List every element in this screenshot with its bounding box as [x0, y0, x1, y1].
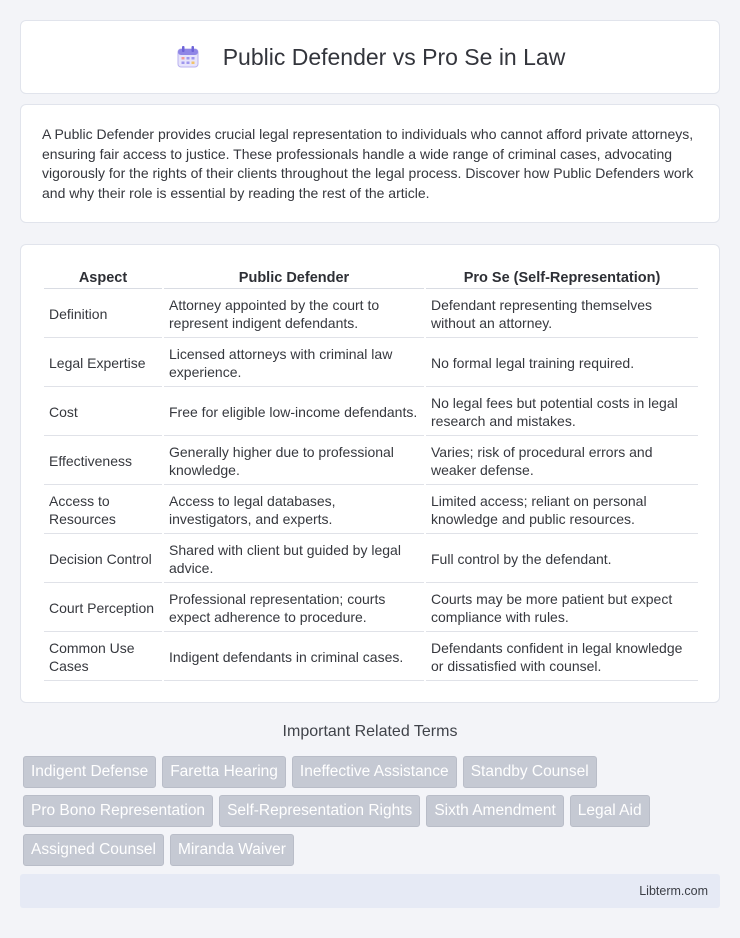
- row-public-defender: Free for eligible low-income defendants.: [164, 389, 424, 436]
- related-terms-list: [23, 756, 723, 873]
- related-term-tag[interactable]: Sixth Amendment: [426, 795, 563, 827]
- row-pro-se: No formal legal training required.: [426, 340, 698, 387]
- row-aspect: Common Use Cases: [44, 634, 162, 681]
- table-row: [44, 536, 698, 583]
- table-row: [44, 291, 698, 338]
- intro-paragraph: A Public Defender provides crucial legal representation to individuals who cannot afford private attorneys, ensuring fair access to justice. These professionals handle a wide range of criminal cases, advocating vigorously for the rights of their clients throughout the legal process. Discover how Public Defenders work and why their role is essential by reading the rest of the article.: [42, 126, 694, 201]
- header-card: [20, 20, 720, 94]
- footer: [20, 874, 720, 908]
- related-term-tag[interactable]: Ineffective Assistance: [292, 756, 457, 788]
- table-row: [44, 340, 698, 387]
- row-pro-se: Defendants confident in legal knowledge or dissatisfied with counsel.: [426, 634, 698, 681]
- row-public-defender: Indigent defendants in criminal cases.: [164, 634, 424, 681]
- row-aspect: Effectiveness: [44, 438, 162, 485]
- table-row: [44, 389, 698, 436]
- row-public-defender: Professional representation; courts expect adherence to procedure.: [164, 585, 424, 632]
- footer-site-link[interactable]: Libterm.com: [639, 884, 708, 898]
- row-pro-se: Defendant representing themselves without an attorney.: [426, 291, 698, 338]
- related-term-tag[interactable]: Assigned Counsel: [23, 834, 164, 866]
- related-terms-title: Important Related Terms: [282, 723, 458, 740]
- comparison-table-card: [20, 244, 720, 703]
- row-pro-se: Full control by the defendant.: [426, 536, 698, 583]
- table-header-row: [44, 265, 698, 289]
- row-public-defender: Generally higher due to professional knowledge.: [164, 438, 424, 485]
- row-aspect: Court Perception: [44, 585, 162, 632]
- table-row: [44, 585, 698, 632]
- intro-card: [20, 104, 720, 223]
- row-aspect: Decision Control: [44, 536, 162, 583]
- header-public-defender: Public Defender: [164, 265, 424, 289]
- header-aspect: Aspect: [44, 265, 162, 289]
- table-row: [44, 487, 698, 534]
- related-term-tag[interactable]: Pro Bono Representation: [23, 795, 213, 827]
- row-pro-se: Limited access; reliant on personal knowledge and public resources.: [426, 487, 698, 534]
- row-public-defender: Licensed attorneys with criminal law experience.: [164, 340, 424, 387]
- row-public-defender: Access to legal databases, investigators, and experts.: [164, 487, 424, 534]
- header-pro-se: Pro Se (Self-Representation): [426, 265, 698, 289]
- related-term-tag[interactable]: Self-Representation Rights: [219, 795, 420, 827]
- row-pro-se: Varies; risk of procedural errors and weaker defense.: [426, 438, 698, 485]
- row-aspect: Legal Expertise: [44, 340, 162, 387]
- page-title: Public Defender vs Pro Se in Law: [222, 43, 566, 70]
- row-aspect: Definition: [44, 291, 162, 338]
- row-aspect: Access to Resources: [44, 487, 162, 534]
- related-term-tag[interactable]: Miranda Waiver: [170, 834, 294, 866]
- related-term-tag[interactable]: Indigent Defense: [23, 756, 156, 788]
- related-term-tag[interactable]: Standby Counsel: [463, 756, 597, 788]
- row-public-defender: Shared with client but guided by legal advice.: [164, 536, 424, 583]
- related-term-tag[interactable]: Faretta Hearing: [162, 756, 286, 788]
- row-pro-se: Courts may be more patient but expect compliance with rules.: [426, 585, 698, 632]
- related-term-tag[interactable]: Legal Aid: [570, 795, 650, 827]
- row-pro-se: No legal fees but potential costs in legal research and mistakes.: [426, 389, 698, 436]
- calendar-icon: [175, 44, 201, 70]
- row-public-defender: Attorney appointed by the court to represent indigent defendants.: [164, 291, 424, 338]
- comparison-table: [42, 263, 700, 683]
- table-row: [44, 438, 698, 485]
- table-row: [44, 634, 698, 681]
- row-aspect: Cost: [44, 389, 162, 436]
